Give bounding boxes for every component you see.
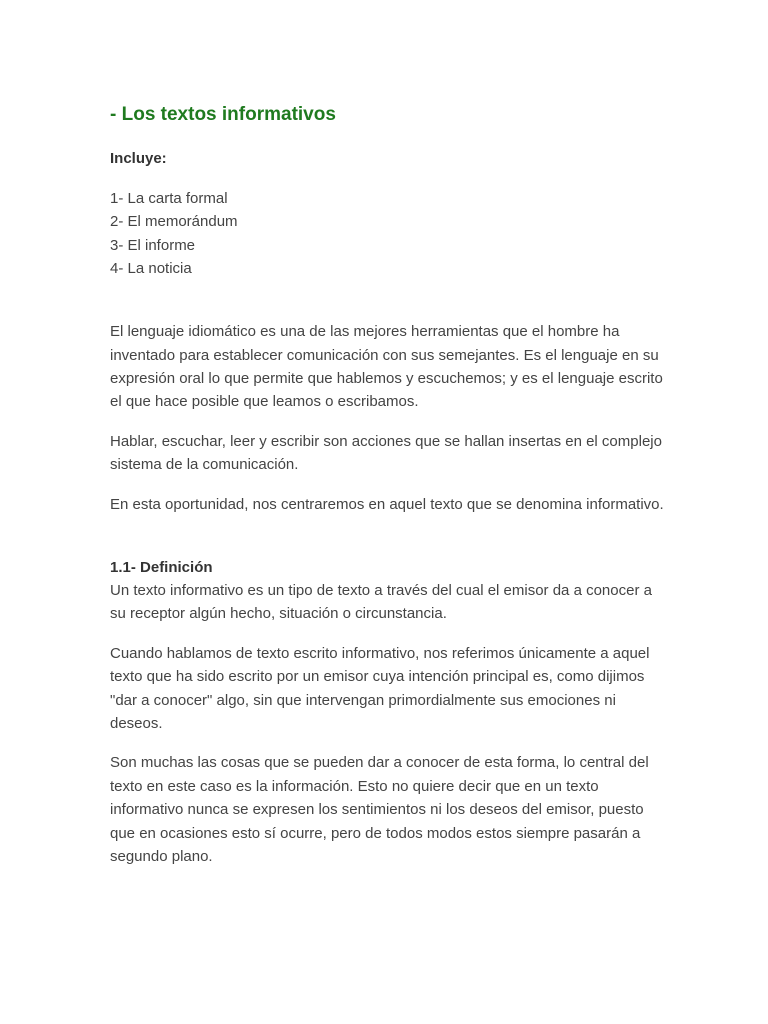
list-item: 1- La carta formal [110,190,228,207]
paragraph-definition-1: Un texto informativo es un tipo de texto a través del cual el emisor da a conocer a su receptor algún hecho, situación o circunstancia. [110,582,652,623]
document-title: - Los textos informativos [110,104,336,125]
list-item: 3- El informe [110,236,196,254]
paragraph-intro-1: El lenguaje idiomático es una de las mejores herramientas que el hombre ha inventado para establecer comunicación con sus semejantes. Es el lenguaje en su expresión oral lo que permite que hablemos y escuchemos; y es el lenguaje escrito el que hace posible que leamos o escribamos. [110,323,663,411]
paragraph-definition-2: Cuando hablamos de texto escrito informativo, nos referimos únicamente a aquel texto que ha sido escrito por un emisor cuya intención principal es, como dijimos "dar a conocer" algo, sin que intervengan primordialmente sus emociones ni deseos. [110,644,650,733]
paragraph-intro-2: Hablar, escuchar, leer y escribir son acciones que se hallan insertas en el complejo sistema de la comunicación. [110,432,662,474]
document-page [110,103,670,869]
list-item: 4- La noticia [110,259,192,277]
includes-list [110,187,670,280]
paragraph-definition-3: Son muchas las cosas que se pueden dar a conocer de esta forma, lo central del texto en este caso es la información. Esto no quiere decir que en un texto informativo nunca se expresen los sentimientos ni los deseos del emisor, puesto que en ocasiones esto sí ocurre, pero de todos modos estos siempre pasarán a segundo plano. [110,754,649,866]
section-title-definicion: 1.1- Definición [110,559,213,577]
paragraph-intro-3: En esta oportunidad, nos centraremos en aquel texto que se denomina informativo. [110,495,664,513]
includes-label: Incluye: [110,150,167,167]
list-item: 2- El memorándum [110,213,238,231]
